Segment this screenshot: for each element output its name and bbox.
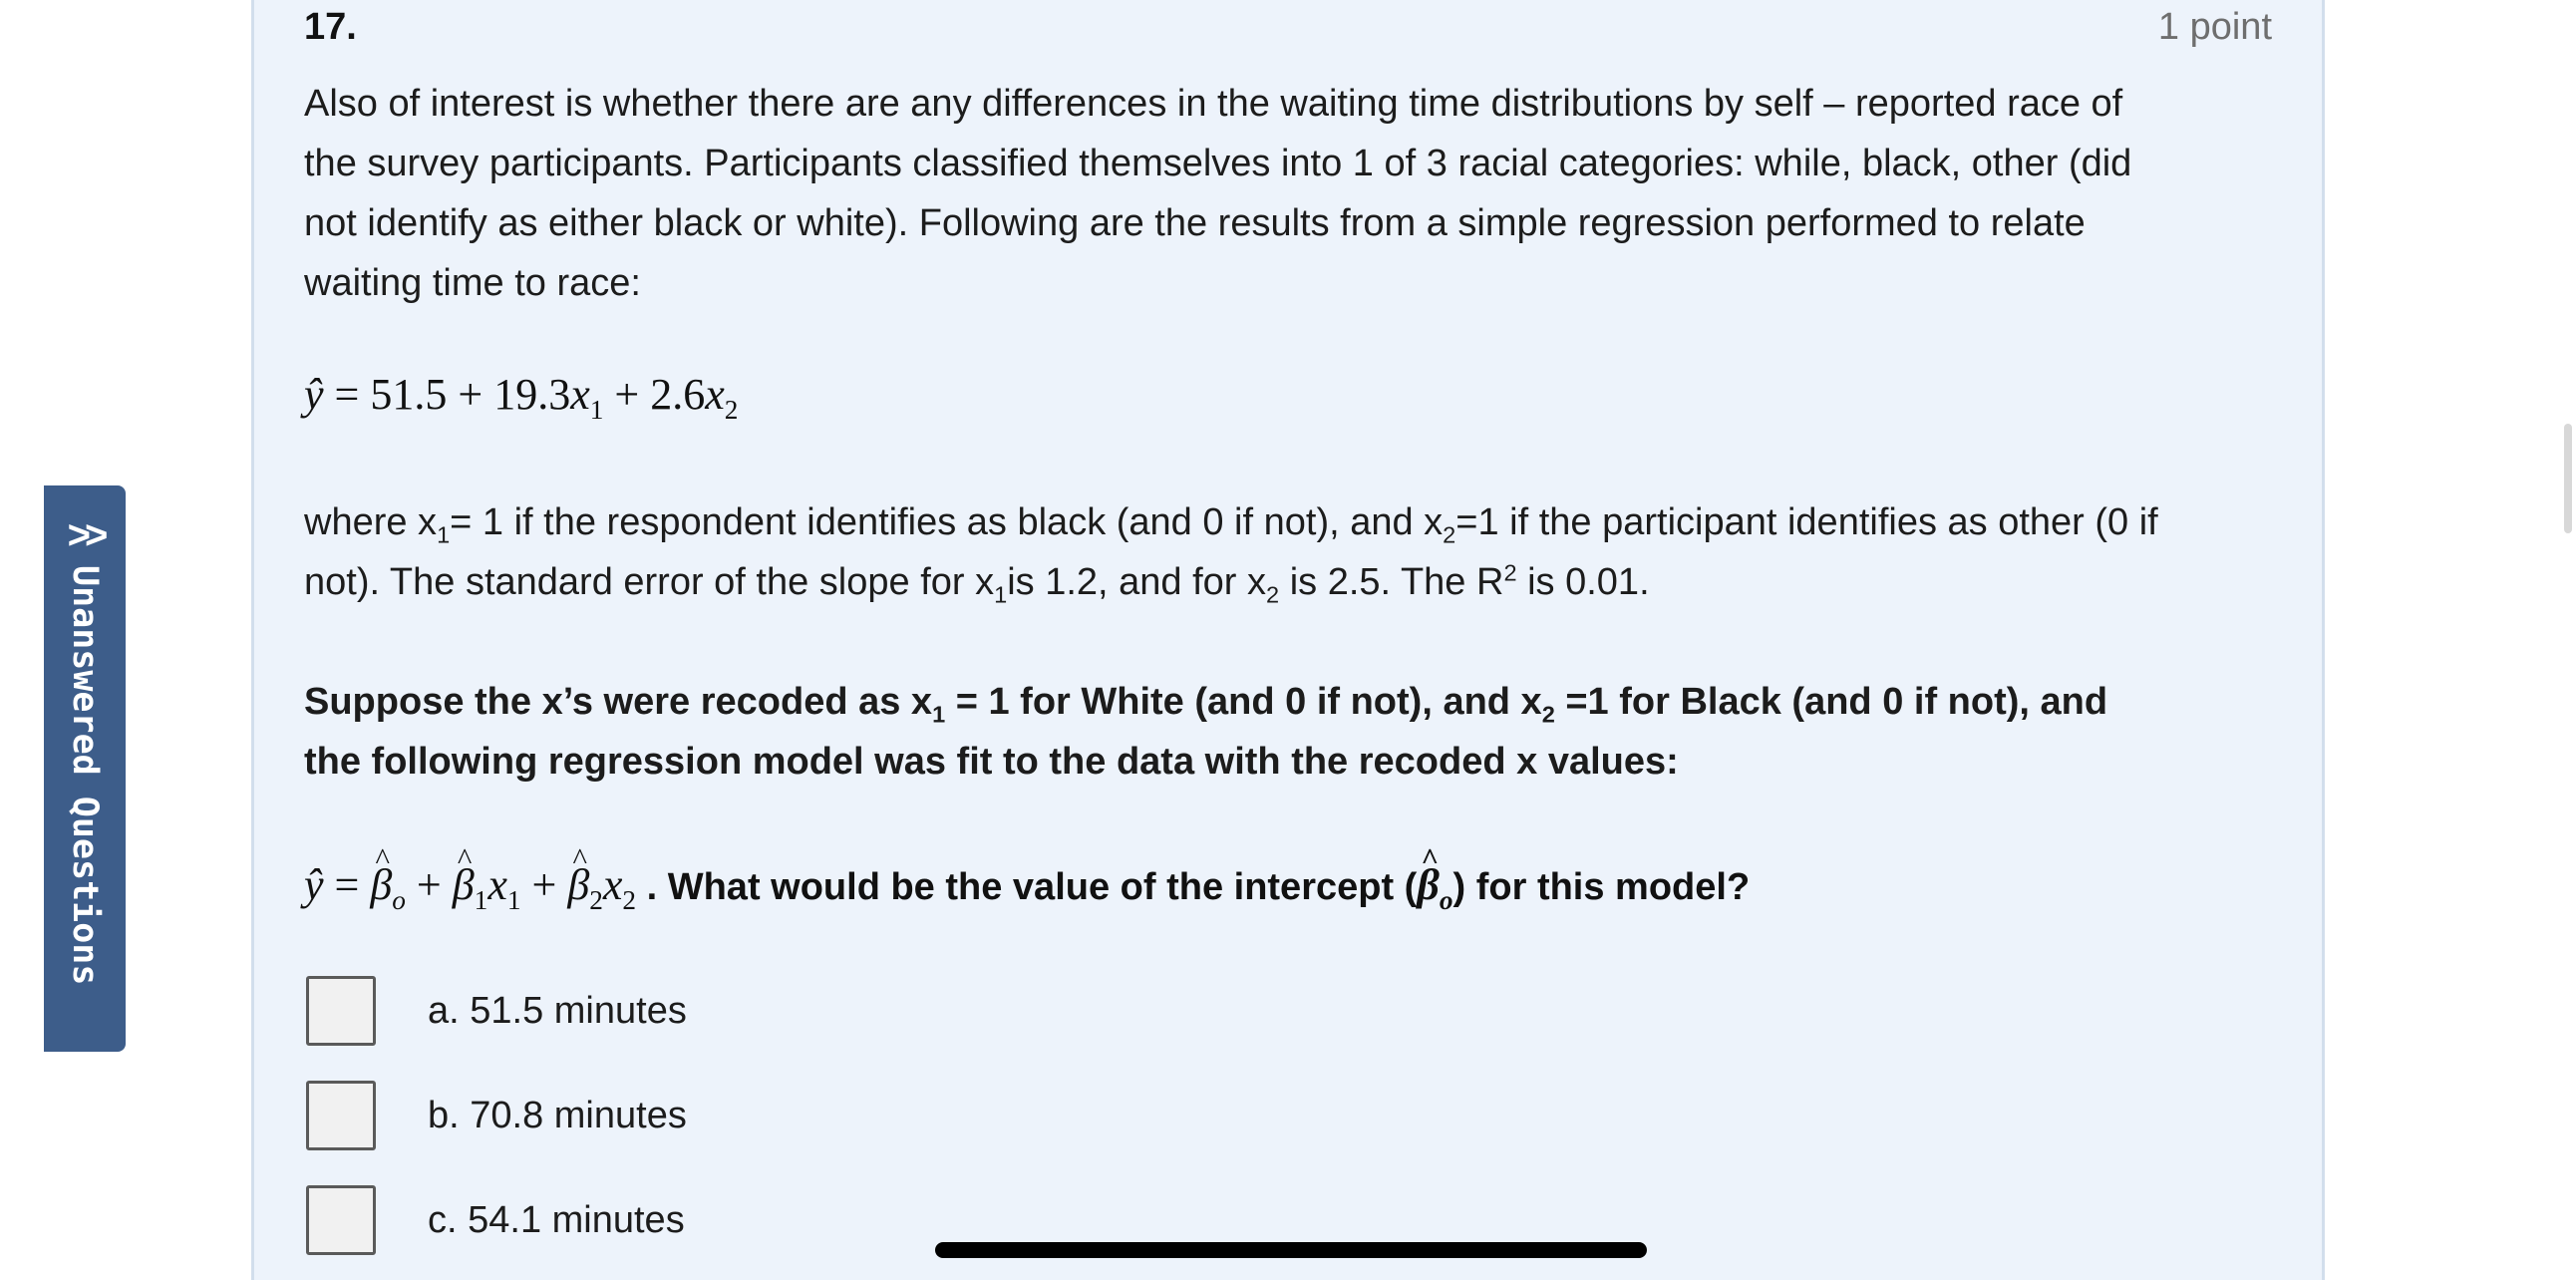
option-a[interactable] xyxy=(306,974,687,1048)
option-b-checkbox[interactable] xyxy=(306,1081,376,1150)
scrollbar-thumb[interactable] xyxy=(2564,424,2572,533)
question-paragraph-2: where $x_1= 1$ if the respondent identifies as black (and 0 if not), and $x_2=1$ if the participant identifies as other (0 if not). The standard error of the slope for $x_1is$ 1.2, and for $x_2$ is 2.5. The $R^2$ is 0.01. xyxy=(304,501,2158,608)
option-b[interactable] xyxy=(306,1079,687,1152)
option-a-checkbox[interactable] xyxy=(306,976,376,1046)
option-c[interactable] xyxy=(306,1183,685,1257)
double-chevron-right-icon: >> xyxy=(67,513,103,557)
unanswered-questions-tab[interactable] xyxy=(44,485,126,1052)
option-c-checkbox[interactable] xyxy=(306,1185,376,1255)
question-number: 17. xyxy=(304,6,357,48)
regression-equation-2: ŷ = ^ $\beta_o$ + ^ $\beta_1x_1$ + ^ $\beta_2x_2$ . What would be the value of the intercept (^ $\beta_o$) for this model? xyxy=(304,859,1750,910)
option-a-label[interactable]: a. 51.5 minutes xyxy=(428,989,687,1032)
question-paragraph-3: Suppose the x’s were recoded as $x_1 = 1$ for White (and 0 if not), and $x_2 =1$ for Black (and 0 if not), and the following regression model was fit to the data with the recoded x values: xyxy=(304,681,2108,783)
home-indicator[interactable] xyxy=(935,1242,1647,1258)
option-c-label[interactable]: c. 54.1 minutes xyxy=(428,1198,685,1241)
option-b-label[interactable]: b. 70.8 minutes xyxy=(428,1094,687,1136)
question-paragraph-1: Also of interest is whether there are any differences in the waiting time distributions by self – reported race of the survey participants. Participants classified themselves into 1 of 3 racial categories: while, black, other (did not identify as either black or white). Following are the results from a simple regression performed to relate waiting time to race: xyxy=(304,83,2132,304)
question-card xyxy=(251,0,2325,1280)
question-points: 1 point xyxy=(2157,6,2272,48)
regression-equation-1: ŷ = $51.5 + 19.3x_1 + 2.6x_2$ xyxy=(304,370,739,425)
unanswered-questions-label: Unanswered Questions xyxy=(65,565,105,986)
